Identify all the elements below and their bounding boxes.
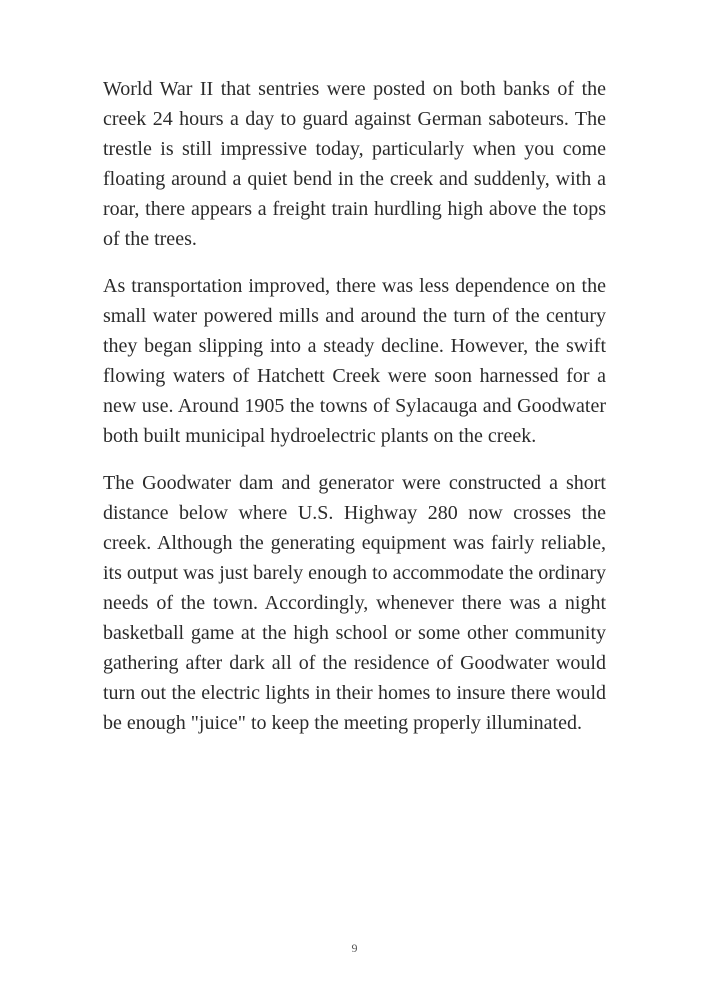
paragraph-goodwater-dam: The Goodwater dam and generator were constructed a short distance below where U.S. Highway 280 now crosses the creek. Although the generating equipment was fairly reliable, its output was just barely enough to accommodate the ordinary needs of the town. Accordingly, whenever there was a night basketball game at the high school or some other community gathering after dark all of the residence of Goodwater would turn out the electric lights in their homes to insure there would be enough "juice" to keep the meeting properly illuminated. <box>103 472 606 734</box>
paragraph-transportation: As transportation improved, there was less dependence on the small water powered mills and around the turn of the century they began slipping into a steady decline. However, the swift flowing waters of Hatchett Creek were soon harnessed for a new use. Around 1905 the towns of Sylacauga and Goodwater both built municipal hydroelectric plants on the creek. <box>103 275 606 447</box>
paragraph-trestle: World War II that sentries were posted on both banks of the creek 24 hours a day to guard against German saboteurs. The trestle is still impressive today, particularly when you come floating around a quiet bend in the creek and suddenly, with a roar, there appears a freight train hurdling high above the tops of the trees. <box>103 78 606 250</box>
page-number: 9 <box>351 941 358 955</box>
